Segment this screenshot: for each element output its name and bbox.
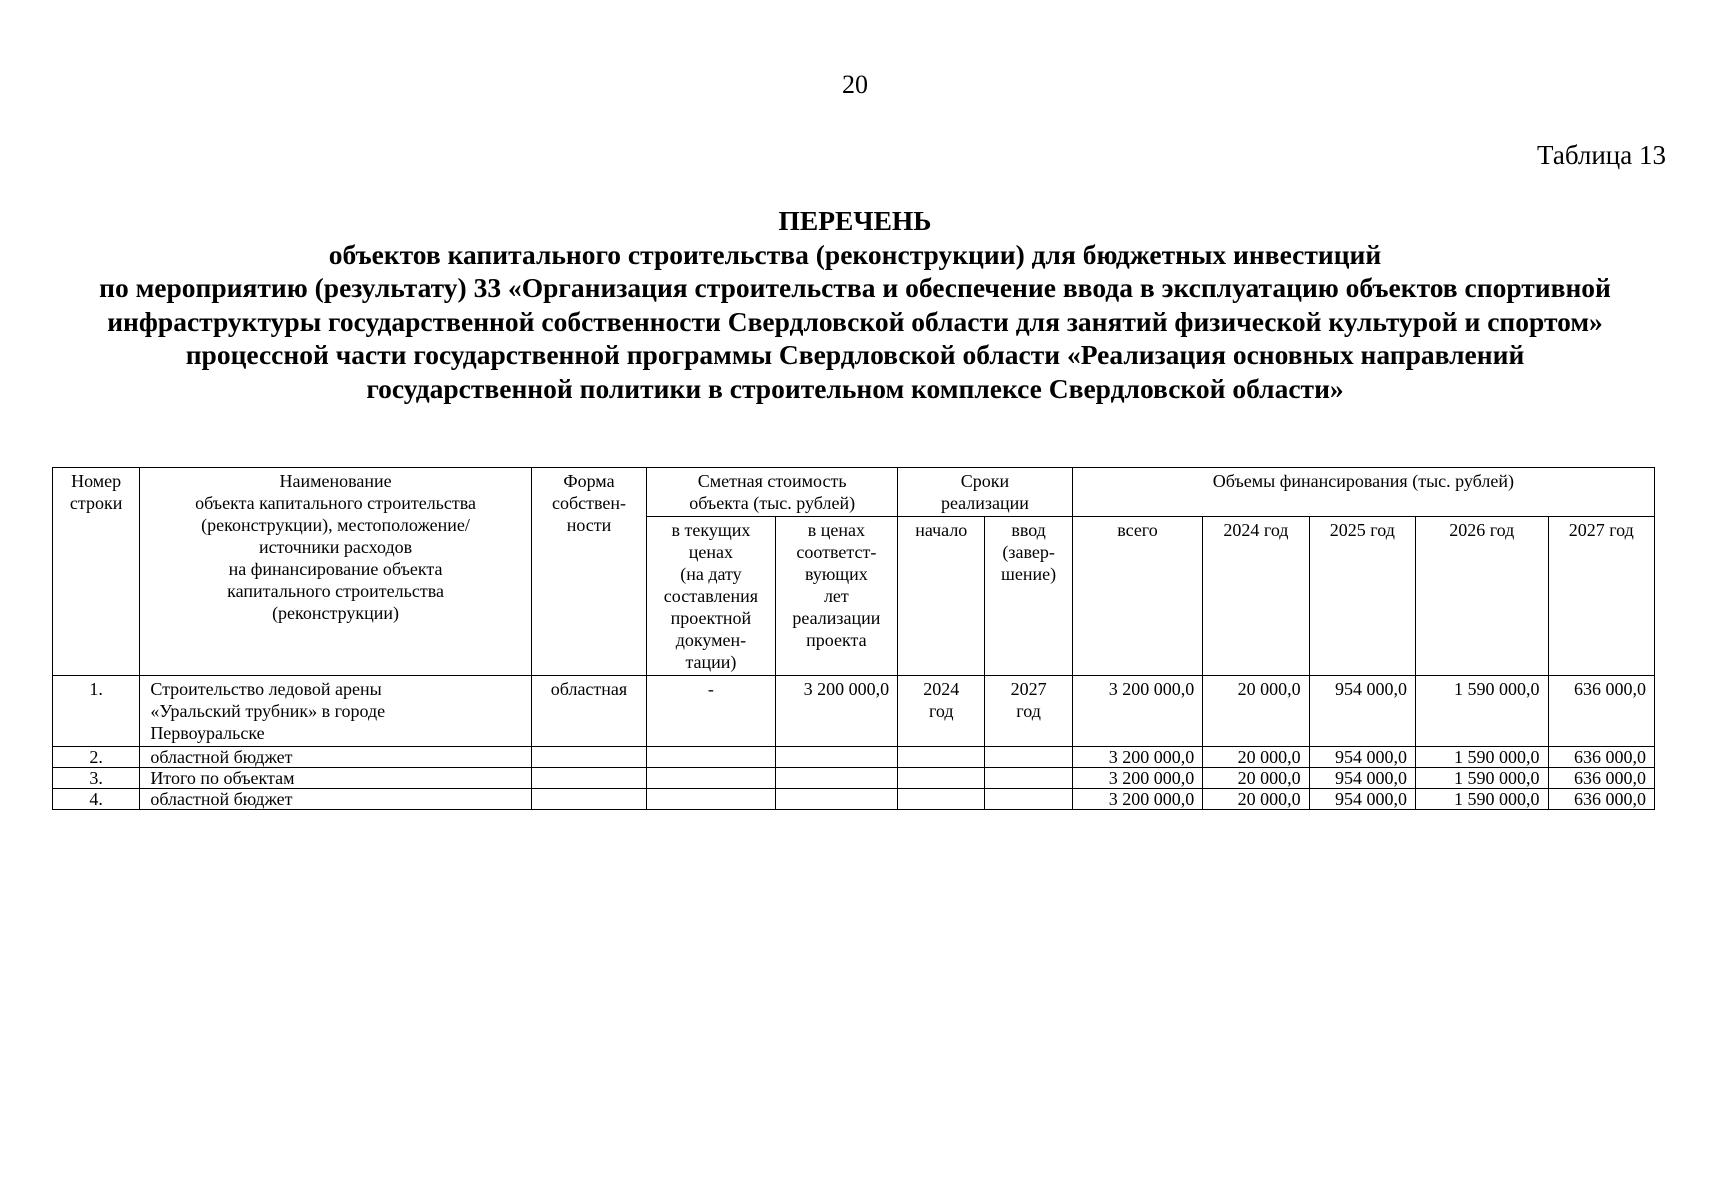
cell-finish: 2027 год [985, 676, 1072, 747]
cell-ownership [531, 789, 646, 810]
heading-line: процессной части государственной программы Свердловской области «Реализация основных направлений [185, 339, 1525, 370]
cell-object-name: областной бюджет [140, 789, 531, 810]
cell-ownership [531, 747, 646, 768]
cell-2024: 20 000,0 [1203, 768, 1309, 789]
header-2024: 2024 год [1203, 517, 1309, 676]
heading-line: по мероприятию (результату) 33 «Организация строительства и обеспечение ввода в эксплуатацию объектов спортивной [99, 272, 1611, 303]
cell-row-number: 3. [53, 768, 140, 789]
cell-2026: 1 590 000,0 [1416, 768, 1548, 789]
header-row-number: Номер строки [53, 468, 140, 676]
cell-total: 3 200 000,0 [1072, 768, 1202, 789]
header-2026: 2026 год [1416, 517, 1548, 676]
cell-2024: 20 000,0 [1203, 676, 1309, 747]
header-2027: 2027 год [1548, 517, 1655, 676]
heading-line: инфраструктуры государственной собственности Свердловской области для занятий физической культурой и спортом» [107, 305, 1603, 337]
header-total: всего [1072, 517, 1202, 676]
header-terms: Сроки реализации [898, 468, 1073, 517]
cell-start [898, 768, 985, 789]
heading-line: объектов капитального строительства (реконструкции) для бюджетных инвестиций [328, 238, 1382, 270]
cell-2024: 20 000,0 [1203, 747, 1309, 768]
header-ownership: Форма собствен- ности [531, 468, 646, 676]
header-cost-project: в ценах соответст- вующих лет реализации проекта [775, 517, 897, 676]
cell-2024: 20 000,0 [1203, 789, 1309, 810]
heading-line: ПЕРЕЧЕНЬ [778, 205, 932, 236]
header-funding: Объемы финансирования (тыс. рублей) [1072, 468, 1654, 517]
cell-2025: 954 000,0 [1309, 676, 1415, 747]
cell-cost-project [775, 789, 897, 810]
cell-cost-current [647, 747, 775, 768]
cell-cost-project [775, 747, 897, 768]
table-row [53, 747, 1655, 768]
cell-row-number: 4. [53, 789, 140, 810]
cell-cost-current: - [647, 676, 775, 747]
cell-total: 3 200 000,0 [1072, 747, 1202, 768]
cell-finish [985, 747, 1072, 768]
cell-total: 3 200 000,0 [1072, 676, 1202, 747]
header-estimated-cost: Сметная стоимость объекта (тыс. рублей) [647, 468, 898, 517]
cell-cost-current [647, 789, 775, 810]
cell-row-number: 2. [53, 747, 140, 768]
cell-finish [985, 789, 1072, 810]
cell-finish [985, 768, 1072, 789]
table-row [53, 676, 1655, 747]
header-start: начало [898, 517, 985, 676]
cell-2027: 636 000,0 [1548, 676, 1655, 747]
cell-2027: 636 000,0 [1548, 768, 1655, 789]
cell-row-number: 1. [53, 676, 140, 747]
cell-2026: 1 590 000,0 [1416, 789, 1548, 810]
heading-line: государственной политики в строительном комплексе Свердловской области» [366, 372, 1344, 404]
cell-total: 3 200 000,0 [1072, 789, 1202, 810]
cell-start: 2024 год [898, 676, 985, 747]
table-label: Таблица 13 [1537, 140, 1666, 170]
header-finish: ввод (завер- шение) [985, 517, 1072, 676]
cell-object-name: областной бюджет [140, 747, 531, 768]
cell-2026: 1 590 000,0 [1416, 676, 1548, 747]
table-row [53, 789, 1655, 810]
cell-2026: 1 590 000,0 [1416, 747, 1548, 768]
cell-object-name: Итого по объектам [140, 768, 531, 789]
cell-object-name: Строительство ледовой арены «Уральский трубник» в городе Первоуральске [140, 676, 531, 747]
cell-2027: 636 000,0 [1548, 747, 1655, 768]
page-number: 20 [842, 70, 868, 99]
header-cost-current: в текущих ценах (на дату составления проектной докумен- тации) [647, 517, 775, 676]
cell-2027: 636 000,0 [1548, 789, 1655, 810]
cell-cost-current [647, 768, 775, 789]
cell-start [898, 747, 985, 768]
cell-start [898, 789, 985, 810]
cell-2025: 954 000,0 [1309, 768, 1415, 789]
cell-cost-project: 3 200 000,0 [775, 676, 897, 747]
cell-ownership: областная [531, 676, 646, 747]
cell-2025: 954 000,0 [1309, 747, 1415, 768]
cell-ownership [531, 768, 646, 789]
header-2025: 2025 год [1309, 517, 1415, 676]
table-row [53, 768, 1655, 789]
document-heading [40, 204, 1670, 405]
header-name: Наименование объекта капитального строительства (реконструкции), местоположение/ источники расходов на финансирование объекта капитального строительства (реконструкции) [140, 468, 531, 676]
cell-cost-project [775, 768, 897, 789]
objects-table [52, 467, 1655, 810]
cell-2025: 954 000,0 [1309, 789, 1415, 810]
